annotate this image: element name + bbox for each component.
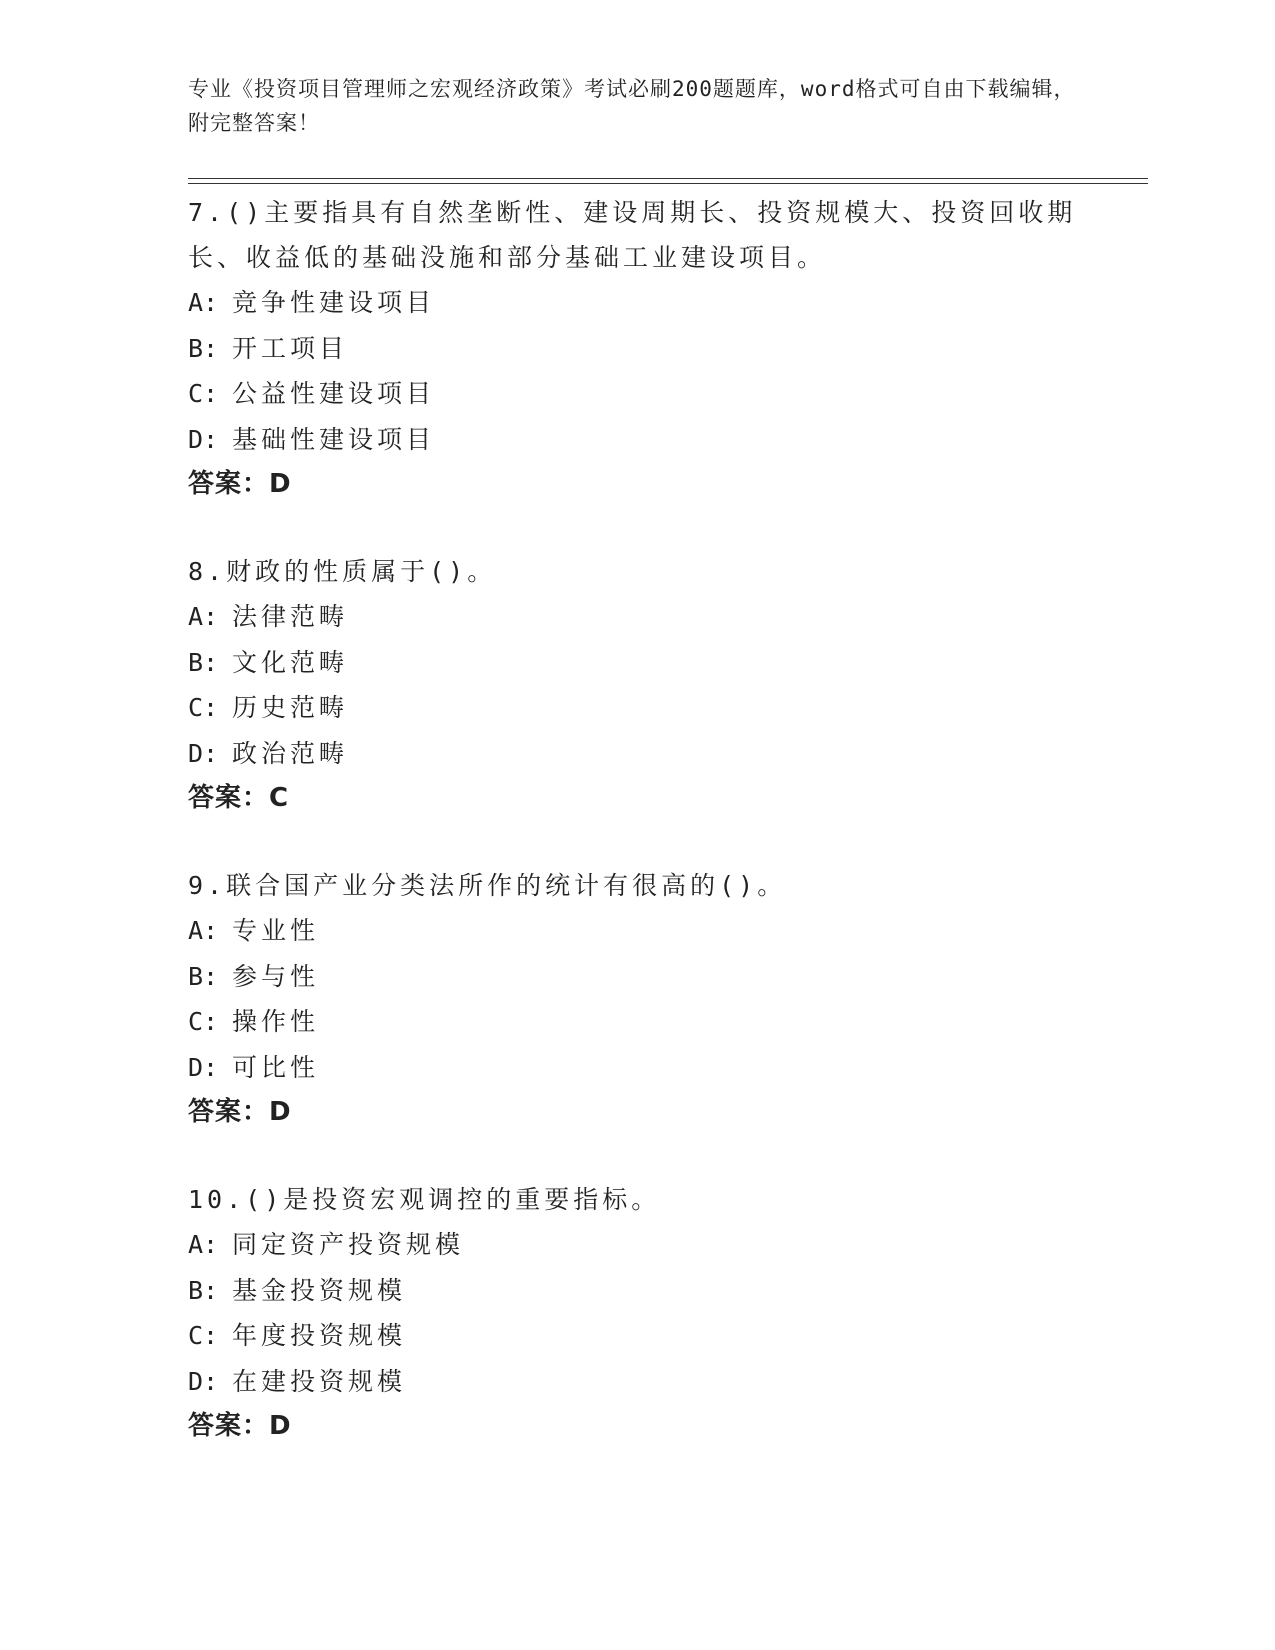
option-d bbox=[188, 1359, 1088, 1405]
option-text: 同定资产投资规模 bbox=[232, 1230, 465, 1259]
option-letter: A: bbox=[188, 1230, 219, 1259]
option-d bbox=[188, 417, 1088, 463]
question-8 bbox=[188, 549, 1088, 821]
option-text: 法律范畴 bbox=[232, 602, 349, 631]
option-letter: B: bbox=[188, 961, 219, 991]
option-text: 年度投资规模 bbox=[232, 1321, 407, 1350]
option-text: 政治范畴 bbox=[232, 738, 349, 768]
option-b bbox=[188, 1268, 1088, 1314]
option-text: 在建投资规模 bbox=[232, 1366, 407, 1396]
question-stem: 9.联合国产业分类法所作的统计有很高的()。 bbox=[188, 871, 787, 900]
option-text: 历史范畴 bbox=[232, 693, 349, 722]
question-9 bbox=[188, 863, 1088, 1135]
option-c bbox=[188, 999, 1088, 1045]
question-10 bbox=[188, 1177, 1088, 1449]
answer-line: 答案：D bbox=[188, 469, 292, 499]
option-a bbox=[188, 280, 1088, 326]
option-c bbox=[188, 1313, 1088, 1359]
option-d bbox=[188, 1045, 1088, 1091]
option-text: 操作性 bbox=[232, 1007, 320, 1036]
option-text: 参与性 bbox=[232, 961, 320, 991]
option-letter: C: bbox=[188, 693, 219, 722]
answer-line: 答案：D bbox=[188, 1411, 292, 1441]
option-text: 公益性建设项目 bbox=[232, 379, 436, 408]
option-letter: D: bbox=[188, 738, 219, 768]
header-divider-top bbox=[188, 178, 1148, 179]
option-b bbox=[188, 326, 1088, 372]
option-letter: B: bbox=[188, 1275, 219, 1305]
option-d bbox=[188, 731, 1088, 777]
header-divider-bottom bbox=[188, 183, 1148, 184]
question-7 bbox=[188, 190, 1088, 507]
option-letter: D: bbox=[188, 424, 219, 454]
option-text: 开工项目 bbox=[232, 333, 349, 363]
question-stem: 10.()是投资宏观调控的重要指标。 bbox=[188, 1185, 661, 1214]
option-text: 文化范畴 bbox=[232, 647, 349, 677]
option-a bbox=[188, 594, 1088, 640]
option-letter: B: bbox=[188, 333, 219, 363]
option-c bbox=[188, 685, 1088, 731]
option-b bbox=[188, 640, 1088, 686]
document-intro: 专业《投资项目管理师之宏观经济政策》考试必刷200题题库，word格式可自由下载编辑，附完整答案！ bbox=[188, 77, 1076, 135]
option-letter: C: bbox=[188, 379, 219, 408]
option-text: 基金投资规模 bbox=[232, 1275, 407, 1305]
option-letter: B: bbox=[188, 647, 219, 677]
option-letter: C: bbox=[188, 1321, 219, 1350]
option-letter: D: bbox=[188, 1052, 219, 1082]
answer-line: 答案：D bbox=[188, 1097, 292, 1127]
option-b bbox=[188, 954, 1088, 1000]
option-text: 专业性 bbox=[232, 916, 320, 945]
option-letter: A: bbox=[188, 602, 219, 631]
question-stem: 8.财政的性质属于()。 bbox=[188, 557, 497, 586]
option-letter: D: bbox=[188, 1366, 219, 1396]
answer-line: 答案：C bbox=[188, 783, 290, 813]
option-letter: A: bbox=[188, 288, 219, 317]
option-letter: A: bbox=[188, 916, 219, 945]
question-stem: 7.()主要指具有自然垄断性、建设周期长、投资规模大、投资回收期长、收益低的基础没施和部分基础工业建设项目。 bbox=[188, 198, 1077, 272]
option-c bbox=[188, 371, 1088, 417]
option-text: 可比性 bbox=[232, 1052, 320, 1082]
option-letter: C: bbox=[188, 1007, 219, 1036]
question-list bbox=[188, 190, 1088, 1491]
option-a bbox=[188, 1222, 1088, 1268]
option-a bbox=[188, 908, 1088, 954]
option-text: 竞争性建设项目 bbox=[232, 288, 436, 317]
option-text: 基础性建设项目 bbox=[232, 424, 436, 454]
